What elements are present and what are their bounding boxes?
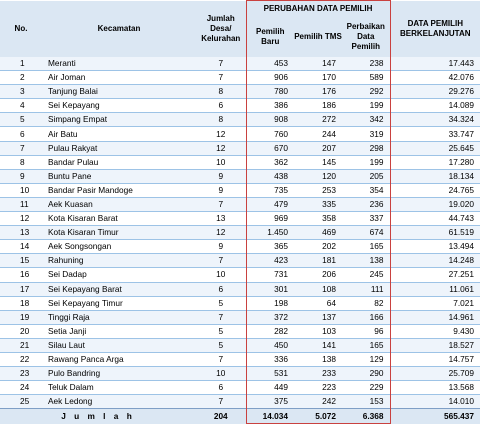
table-row	[0, 169, 480, 183]
cell-perbaikan: 342	[342, 113, 390, 127]
cell-jumlah-desa: 12	[196, 141, 246, 155]
cell-jumlah-desa: 9	[196, 169, 246, 183]
cell-berkelanjutan: 14.961	[390, 310, 480, 324]
cell-berkelanjutan: 9.430	[390, 324, 480, 338]
cell-pemilih-baru: 531	[246, 367, 294, 381]
cell-pemilih-baru: 282	[246, 324, 294, 338]
cell-perbaikan: 298	[342, 141, 390, 155]
cell-kecamatan: Buntu Pane	[42, 169, 196, 183]
cell-berkelanjutan: 27.251	[390, 268, 480, 282]
table-row	[0, 381, 480, 395]
table-row	[0, 310, 480, 324]
header-perbaikan: Perbaikan Data Pemilih	[342, 17, 390, 57]
total-pemilih-baru: 14.034	[246, 409, 294, 424]
table-row	[0, 254, 480, 268]
cell-jumlah-desa: 7	[196, 71, 246, 85]
table-row	[0, 113, 480, 127]
cell-kecamatan: Setia Janji	[42, 324, 196, 338]
cell-berkelanjutan: 18.527	[390, 338, 480, 352]
cell-perbaikan: 337	[342, 212, 390, 226]
cell-pemilih-tms: 176	[294, 85, 342, 99]
cell-kecamatan: Meranti	[42, 57, 196, 71]
cell-kecamatan: Sei Kepayang Timur	[42, 296, 196, 310]
cell-no: 8	[0, 155, 42, 169]
cell-jumlah-desa: 6	[196, 381, 246, 395]
cell-kecamatan: Teluk Dalam	[42, 381, 196, 395]
cell-berkelanjutan: 7.021	[390, 296, 480, 310]
cell-no: 3	[0, 85, 42, 99]
cell-pemilih-tms: 108	[294, 282, 342, 296]
cell-jumlah-desa: 10	[196, 155, 246, 169]
cell-no: 21	[0, 338, 42, 352]
cell-perbaikan: 138	[342, 254, 390, 268]
cell-jumlah-desa: 6	[196, 282, 246, 296]
cell-pemilih-tms: 244	[294, 127, 342, 141]
cell-perbaikan: 290	[342, 367, 390, 381]
cell-pemilih-tms: 186	[294, 99, 342, 113]
cell-pemilih-tms: 202	[294, 240, 342, 254]
cell-jumlah-desa: 8	[196, 113, 246, 127]
table-row	[0, 240, 480, 254]
cell-pemilih-tms: 207	[294, 141, 342, 155]
table-row	[0, 268, 480, 282]
total-label: J u m l a h	[0, 409, 196, 424]
table-row	[0, 183, 480, 197]
cell-jumlah-desa: 7	[196, 254, 246, 268]
cell-pemilih-tms: 137	[294, 310, 342, 324]
cell-pemilih-tms: 242	[294, 395, 342, 409]
cell-kecamatan: Bandar Pulau	[42, 155, 196, 169]
cell-no: 5	[0, 113, 42, 127]
cell-pemilih-baru: 449	[246, 381, 294, 395]
cell-pemilih-baru: 375	[246, 395, 294, 409]
cell-pemilih-baru: 760	[246, 127, 294, 141]
cell-kecamatan: Aek Kuasan	[42, 197, 196, 211]
cell-berkelanjutan: 24.765	[390, 183, 480, 197]
header-pemilih-baru: Pemilih Baru	[246, 17, 294, 57]
cell-kecamatan: Air Joman	[42, 71, 196, 85]
table-row	[0, 99, 480, 113]
cell-berkelanjutan: 11.061	[390, 282, 480, 296]
cell-pemilih-baru: 301	[246, 282, 294, 296]
cell-perbaikan: 111	[342, 282, 390, 296]
cell-perbaikan: 96	[342, 324, 390, 338]
cell-pemilih-tms: 253	[294, 183, 342, 197]
cell-berkelanjutan: 13.494	[390, 240, 480, 254]
cell-no: 12	[0, 212, 42, 226]
cell-kecamatan: Sei Kepayang	[42, 99, 196, 113]
cell-berkelanjutan: 17.443	[390, 57, 480, 71]
table-row	[0, 127, 480, 141]
cell-pemilih-baru: 735	[246, 183, 294, 197]
table-row	[0, 155, 480, 169]
cell-pemilih-tms: 469	[294, 226, 342, 240]
cell-perbaikan: 354	[342, 183, 390, 197]
cell-perbaikan: 238	[342, 57, 390, 71]
cell-pemilih-baru: 362	[246, 155, 294, 169]
cell-berkelanjutan: 42.076	[390, 71, 480, 85]
cell-no: 2	[0, 71, 42, 85]
cell-berkelanjutan: 29.276	[390, 85, 480, 99]
cell-pemilih-tms: 138	[294, 352, 342, 366]
cell-no: 16	[0, 268, 42, 282]
cell-no: 17	[0, 282, 42, 296]
cell-no: 14	[0, 240, 42, 254]
cell-perbaikan: 674	[342, 226, 390, 240]
cell-pemilih-baru: 969	[246, 212, 294, 226]
table-row	[0, 85, 480, 99]
cell-kecamatan: Air Batu	[42, 127, 196, 141]
cell-pemilih-baru: 780	[246, 85, 294, 99]
cell-perbaikan: 165	[342, 240, 390, 254]
cell-berkelanjutan: 14.010	[390, 395, 480, 409]
cell-kecamatan: Sei Kepayang Barat	[42, 282, 196, 296]
table-row	[0, 57, 480, 71]
cell-perbaikan: 245	[342, 268, 390, 282]
cell-no: 9	[0, 169, 42, 183]
cell-pemilih-baru: 365	[246, 240, 294, 254]
total-row	[0, 409, 480, 424]
cell-pemilih-baru: 438	[246, 169, 294, 183]
cell-perbaikan: 589	[342, 71, 390, 85]
cell-no: 20	[0, 324, 42, 338]
cell-no: 15	[0, 254, 42, 268]
cell-pemilih-tms: 170	[294, 71, 342, 85]
cell-pemilih-tms: 335	[294, 197, 342, 211]
cell-pemilih-tms: 233	[294, 367, 342, 381]
cell-kecamatan: Sei Dadap	[42, 268, 196, 282]
cell-jumlah-desa: 12	[196, 226, 246, 240]
cell-kecamatan: Tanjung Balai	[42, 85, 196, 99]
table-row	[0, 352, 480, 366]
table-row	[0, 282, 480, 296]
cell-perbaikan: 229	[342, 381, 390, 395]
cell-jumlah-desa: 5	[196, 324, 246, 338]
cell-jumlah-desa: 5	[196, 338, 246, 352]
cell-berkelanjutan: 17.280	[390, 155, 480, 169]
cell-pemilih-tms: 120	[294, 169, 342, 183]
cell-pemilih-baru: 386	[246, 99, 294, 113]
cell-pemilih-tms: 206	[294, 268, 342, 282]
cell-perbaikan: 153	[342, 395, 390, 409]
cell-berkelanjutan: 44.743	[390, 212, 480, 226]
cell-no: 18	[0, 296, 42, 310]
cell-kecamatan: Kota Kisaran Timur	[42, 226, 196, 240]
cell-perbaikan: 129	[342, 352, 390, 366]
table-row	[0, 324, 480, 338]
header-data-berkelanjutan: DATA PEMILIH BERKELANJUTAN	[390, 1, 480, 58]
cell-berkelanjutan: 25.709	[390, 367, 480, 381]
cell-kecamatan: Aek Ledong	[42, 395, 196, 409]
cell-perbaikan: 165	[342, 338, 390, 352]
cell-jumlah-desa: 10	[196, 268, 246, 282]
cell-kecamatan: Pulo Bandring	[42, 367, 196, 381]
cell-perbaikan: 199	[342, 155, 390, 169]
cell-pemilih-tms: 103	[294, 324, 342, 338]
cell-perbaikan: 205	[342, 169, 390, 183]
cell-no: 24	[0, 381, 42, 395]
cell-no: 11	[0, 197, 42, 211]
cell-pemilih-baru: 908	[246, 113, 294, 127]
cell-no: 7	[0, 141, 42, 155]
cell-berkelanjutan: 19.020	[390, 197, 480, 211]
table-row	[0, 367, 480, 381]
cell-pemilih-baru: 906	[246, 71, 294, 85]
cell-no: 23	[0, 367, 42, 381]
cell-pemilih-baru: 450	[246, 338, 294, 352]
cell-berkelanjutan: 25.645	[390, 141, 480, 155]
cell-kecamatan: Kota Kisaran Barat	[42, 212, 196, 226]
table-row	[0, 212, 480, 226]
cell-no: 22	[0, 352, 42, 366]
cell-perbaikan: 292	[342, 85, 390, 99]
cell-pemilih-baru: 372	[246, 310, 294, 324]
header-perubahan-data: PERUBAHAN DATA PEMILIH	[246, 1, 390, 18]
table-body	[0, 57, 480, 409]
cell-kecamatan: Tinggi Raja	[42, 310, 196, 324]
table-row	[0, 338, 480, 352]
cell-jumlah-desa: 6	[196, 99, 246, 113]
table-row	[0, 395, 480, 409]
cell-no: 4	[0, 99, 42, 113]
table-row	[0, 141, 480, 155]
total-desa: 204	[196, 409, 246, 424]
cell-kecamatan: Rawang Panca Arga	[42, 352, 196, 366]
table-row	[0, 226, 480, 240]
cell-no: 19	[0, 310, 42, 324]
cell-berkelanjutan: 14.248	[390, 254, 480, 268]
cell-jumlah-desa: 9	[196, 183, 246, 197]
cell-jumlah-desa: 7	[196, 197, 246, 211]
cell-perbaikan: 199	[342, 99, 390, 113]
cell-perbaikan: 236	[342, 197, 390, 211]
header-jumlah-desa: Jumlah Desa/ Kelurahan	[196, 1, 246, 58]
cell-pemilih-baru: 670	[246, 141, 294, 155]
table-header	[0, 1, 480, 58]
cell-perbaikan: 319	[342, 127, 390, 141]
cell-berkelanjutan: 33.747	[390, 127, 480, 141]
cell-no: 1	[0, 57, 42, 71]
cell-kecamatan: Bandar Pasir Mandoge	[42, 183, 196, 197]
cell-kecamatan: Rahuning	[42, 254, 196, 268]
cell-berkelanjutan: 34.324	[390, 113, 480, 127]
table-row	[0, 296, 480, 310]
cell-pemilih-tms: 145	[294, 155, 342, 169]
cell-no: 10	[0, 183, 42, 197]
cell-jumlah-desa: 13	[196, 212, 246, 226]
total-perbaikan: 6.368	[342, 409, 390, 424]
cell-kecamatan: Pulau Rakyat	[42, 141, 196, 155]
table-row	[0, 197, 480, 211]
cell-pemilih-baru: 479	[246, 197, 294, 211]
cell-no: 25	[0, 395, 42, 409]
total-pemilih-tms: 5.072	[294, 409, 342, 424]
cell-jumlah-desa: 9	[196, 240, 246, 254]
cell-pemilih-tms: 64	[294, 296, 342, 310]
cell-pemilih-baru: 198	[246, 296, 294, 310]
cell-pemilih-baru: 731	[246, 268, 294, 282]
cell-jumlah-desa: 7	[196, 395, 246, 409]
total-berkelanjutan: 565.437	[390, 409, 480, 424]
cell-pemilih-tms: 358	[294, 212, 342, 226]
cell-berkelanjutan: 14.757	[390, 352, 480, 366]
cell-jumlah-desa: 10	[196, 367, 246, 381]
cell-kecamatan: Simpang Empat	[42, 113, 196, 127]
cell-kecamatan: Aek Songsongan	[42, 240, 196, 254]
cell-pemilih-tms: 147	[294, 57, 342, 71]
cell-jumlah-desa: 12	[196, 127, 246, 141]
cell-berkelanjutan: 14.089	[390, 99, 480, 113]
header-pemilih-tms: Pemilih TMS	[294, 17, 342, 57]
cell-kecamatan: Silau Laut	[42, 338, 196, 352]
cell-jumlah-desa: 5	[196, 296, 246, 310]
cell-pemilih-tms: 141	[294, 338, 342, 352]
cell-berkelanjutan: 61.519	[390, 226, 480, 240]
cell-no: 6	[0, 127, 42, 141]
cell-jumlah-desa: 8	[196, 85, 246, 99]
cell-berkelanjutan: 13.568	[390, 381, 480, 395]
cell-pemilih-tms: 272	[294, 113, 342, 127]
cell-pemilih-baru: 336	[246, 352, 294, 366]
cell-pemilih-baru: 1.450	[246, 226, 294, 240]
header-kecamatan: Kecamatan	[42, 1, 196, 58]
header-no: No.	[0, 1, 42, 58]
cell-jumlah-desa: 7	[196, 57, 246, 71]
cell-jumlah-desa: 7	[196, 352, 246, 366]
cell-perbaikan: 166	[342, 310, 390, 324]
cell-perbaikan: 82	[342, 296, 390, 310]
cell-no: 13	[0, 226, 42, 240]
cell-pemilih-baru: 423	[246, 254, 294, 268]
cell-jumlah-desa: 7	[196, 310, 246, 324]
table-row	[0, 71, 480, 85]
cell-berkelanjutan: 18.134	[390, 169, 480, 183]
cell-pemilih-tms: 181	[294, 254, 342, 268]
cell-pemilih-baru: 453	[246, 57, 294, 71]
cell-pemilih-tms: 223	[294, 381, 342, 395]
